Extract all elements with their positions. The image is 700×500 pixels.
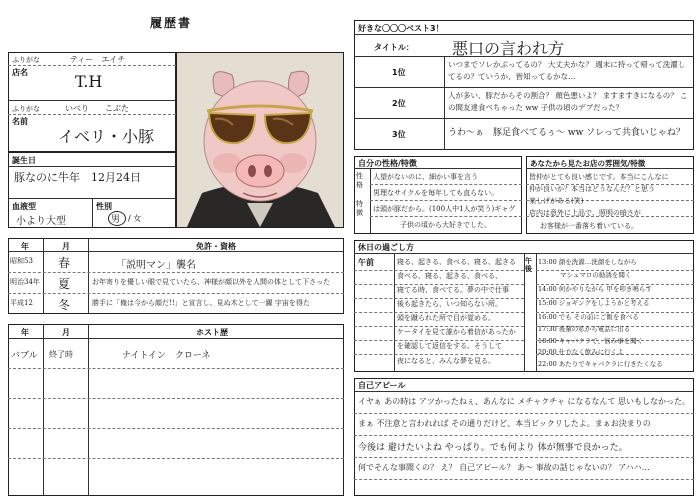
am-line: 寝る、起きる、食べる、寝る、起きる bbox=[397, 258, 516, 266]
host-month: 終了時 bbox=[49, 350, 73, 359]
impression-line: 皆仲がとても良い感じです。本当にこんなに bbox=[529, 173, 669, 181]
history-month: 冬 bbox=[58, 298, 71, 312]
history-year: 平成12 bbox=[10, 299, 33, 307]
personality-line: 子供の頃から大好きでした。 bbox=[400, 221, 491, 229]
history-year-header: 年 bbox=[21, 242, 29, 251]
photo-frame bbox=[176, 52, 344, 228]
best3-rank: 1位 bbox=[392, 68, 406, 77]
host-text: ナイトイン クローネ bbox=[122, 351, 211, 361]
personality-line: 人望がないのに、細かい事を言う bbox=[373, 173, 478, 181]
pm-line: 15:00 ジョギングをしようかと考える bbox=[538, 299, 650, 307]
personality-side-1: 性格 bbox=[356, 172, 363, 189]
history-text: 勝手に「俺は今から顔だ!!」と宣言し、見ぬ木として一躍 宇宙を得た bbox=[92, 299, 310, 307]
best3-rank: 3位 bbox=[392, 130, 406, 139]
pm-label: 午後 bbox=[525, 257, 532, 273]
am-line: ケータイを見て誰から着信があったか bbox=[397, 328, 516, 336]
pm-line: マシュマロの勧誘を聞く bbox=[560, 271, 632, 279]
personality-header: 自分の性格/特徴 bbox=[358, 159, 417, 168]
best3-header: 好きな〇〇〇ベスト3！ bbox=[358, 24, 444, 33]
history-month: 春 bbox=[58, 256, 71, 270]
pm-line: 14:00 何かやりながら 甲を叩き鳴らす bbox=[538, 285, 652, 293]
pm-line: 20:00 仕方なく飲みに行くよ bbox=[538, 348, 624, 356]
history-license-header: 免許・資格 bbox=[196, 242, 236, 251]
self-appeal-line: 今後は 避けたいよね やっぱり。でも何より 体が無事で良かった。 bbox=[358, 443, 628, 453]
pm-line: 13:00 顔を洗濯…洗顔をしながら bbox=[538, 258, 637, 266]
best3-title: 悪口の言われ方 bbox=[452, 39, 565, 58]
am-line: 夜になると、みんな夢を見る。 bbox=[397, 357, 495, 365]
am-line: 食べる、寝る、起きる、食べる、 bbox=[397, 272, 502, 280]
am-line: 後も起きたら、いつ知らない所。 bbox=[397, 300, 502, 308]
host-year: バブル bbox=[11, 351, 38, 361]
blood-type-label: 血液型 bbox=[12, 202, 36, 211]
impression-line: 仲が良いか？本当はどうなんだ？と思う bbox=[529, 185, 655, 193]
history-month: 夏 bbox=[58, 277, 71, 291]
pm-line: 17:30 後輩の私から電話に出る bbox=[538, 325, 631, 333]
best3-text: 人が多い、豚だからその割合？ 顔色悪いよ？ ますますきになるの？ この間友達食べちゃった ww 子供の頃のデブだった？ bbox=[448, 91, 688, 112]
self-appeal-header: 自己アピール bbox=[358, 381, 406, 390]
host-month-header: 月 bbox=[62, 328, 70, 337]
best3-title-label: タイトル： bbox=[374, 43, 414, 52]
impression-line: お客様が一番落ち着いている。 bbox=[540, 222, 638, 230]
gender-female: / 女 bbox=[128, 214, 142, 223]
store-name-label: 店名 bbox=[12, 68, 28, 77]
blood-type-value: 小より大型 bbox=[16, 216, 66, 227]
history-month-header: 月 bbox=[62, 242, 70, 251]
personality-line: 男理なサイクルを毎年しても直らない。 bbox=[373, 189, 499, 197]
pm-line: 22:00 あたりでキャバクラに行きたくなる bbox=[538, 360, 663, 368]
history-text: 「説明マン」襲名 bbox=[116, 260, 196, 271]
store-name-value: T.H bbox=[75, 72, 103, 91]
page-title: 履歴書 bbox=[150, 16, 193, 30]
store-name-furigana: ティー エイチ bbox=[70, 55, 126, 64]
gender-male: 男 bbox=[111, 215, 121, 225]
personality-line: は頭が豚だから。(100人中1人が笑う)ギャグ bbox=[373, 205, 516, 213]
history-year: 昭和53 bbox=[10, 257, 33, 265]
best3-text: うわ〜ぁ 豚足食べてるぅ〜 ww ソレって共食いじゃね？ bbox=[448, 128, 685, 138]
best3-text: いつまでソレかぶってるの？ 大丈夫かな？ 週末に持って帰って洗濯してるの？ていうか、皆知ってるかな… bbox=[448, 60, 686, 81]
furigana-label-2: ふりがな bbox=[12, 105, 40, 113]
birthday-value: 豚なのに牛年 12月24日 bbox=[14, 171, 141, 184]
history-year: 明治34年 bbox=[10, 278, 40, 286]
personality-side-2: 特徴 bbox=[356, 200, 363, 217]
name-value: イベリ・小豚 bbox=[58, 127, 155, 146]
furigana-label-1: ふりがな bbox=[12, 56, 40, 64]
pm-line: 16:00 でも その前にご飯を食べる bbox=[538, 313, 639, 321]
holiday-header: 休日の過ごし方 bbox=[358, 243, 414, 252]
self-appeal-line: イヤぁ あの時は アツかったねぇ、あんなに メチャクチャ になるなんて 思いもしなかった。 bbox=[358, 397, 690, 406]
am-line: 寝てる時、食べてる。夢の中で仕事 bbox=[397, 286, 509, 294]
name-furigana: いべり こぶた bbox=[65, 104, 129, 113]
birthday-label: 誕生日 bbox=[12, 156, 36, 165]
host-history-header: ホスト歴 bbox=[196, 328, 228, 337]
host-year-header: 年 bbox=[21, 328, 29, 337]
self-appeal-line: まぁ 不注意と言われれば その通りだけど、本当ビックリしたよ。まぁお決まりの bbox=[358, 419, 651, 428]
impression-line: 楽しげがある(笑) bbox=[529, 197, 584, 205]
self-appeal-line: 何でそんな事聞くの？ え？ 自己アピール？ あ〜 事故の話じゃないの？ アハハ… bbox=[358, 463, 650, 472]
pig-mask-photo bbox=[177, 53, 343, 227]
am-line: 頭を蹴られた所で目が覚める。 bbox=[397, 314, 495, 322]
name-label: 名前 bbox=[12, 117, 28, 126]
history-text: お年寄りを優しい眼で見ていたら、神様が顔以外を人間の体として下さった bbox=[92, 278, 330, 286]
am-label: 午前 bbox=[358, 258, 374, 267]
gender-label: 性別 bbox=[96, 202, 112, 211]
store-impression-header: あなたから見たお店の雰囲気/特徴 bbox=[530, 159, 646, 168]
impression-line: 店内は意外に上品で、照明の暗さが bbox=[529, 209, 641, 217]
am-line: を確認して返信をする。そうして bbox=[397, 342, 502, 350]
best3-rank: 2位 bbox=[392, 99, 406, 108]
pm-line: 18:00 キャバクラで、悩み事を聞く bbox=[538, 337, 644, 345]
